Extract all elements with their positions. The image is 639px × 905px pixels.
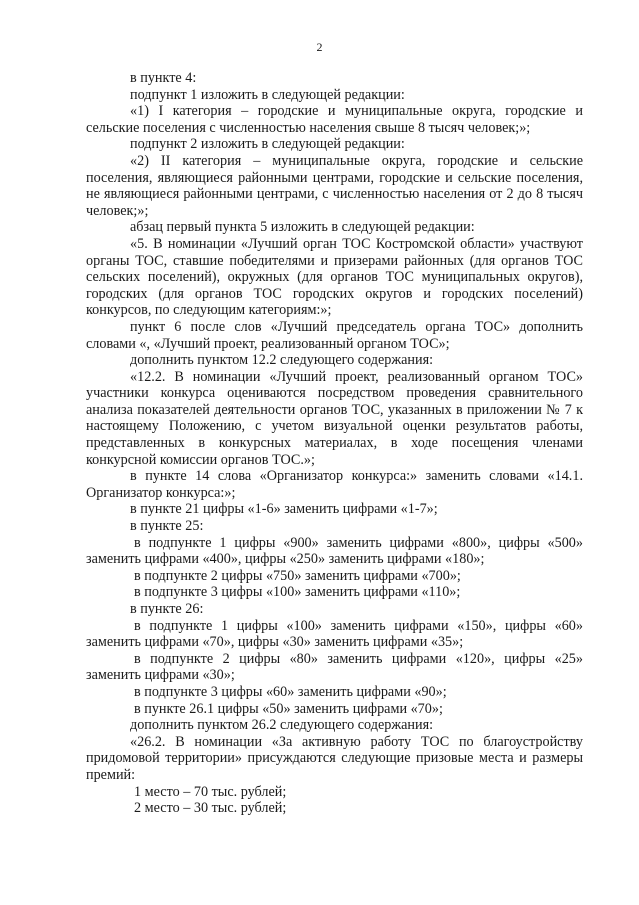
paragraph: дополнить пунктом 12.2 следующего содержания: — [130, 352, 434, 369]
paragraph: «2) II категория – муниципальные округа, городские и сельские поселения, являющиеся районными центрами, городские и сельские поселения, не являющиеся районными центрами, с численностью населения от 2 до 8 тысяч человек;»; — [86, 152, 583, 219]
paragraph: в пункте 26.1 цифры «50» заменить цифрами «70»; — [134, 700, 443, 717]
paragraph: пункт 6 после слов «Лучший председатель органа ТОС» дополнить словами «, «Лучший проект, реализованный органом ТОС»; — [86, 318, 583, 352]
paragraph: в пункте 21 цифры «1-6» заменить цифрами «1-7»; — [130, 501, 438, 518]
paragraph: в подпункте 1 цифры «100» заменить цифрами «150», цифры «60» заменить цифрами «70», цифры «30» заменить цифрами «35»; — [86, 617, 583, 651]
paragraph: подпункт 2 изложить в следующей редакции: — [130, 136, 405, 153]
paragraph: в пункте 4: — [130, 70, 197, 86]
paragraph: в пункте 25: — [130, 518, 204, 535]
page-number: 2 — [316, 40, 323, 54]
document-body — [86, 70, 583, 817]
paragraph: «12.2. В номинации «Лучший проект, реализованный органом ТОС» участники конкурса оцениваются посредством проведения сравнительного анализа показателей деятельности органов ТОС, указанных в приложении № 7 к настоящему Положению, с учетом визуальной оценки результатов работы, представленных в конкурсных материалах, в ходе посещения членами конкурсной комиссии органов ТОС.»; — [86, 368, 583, 468]
paragraph: в подпункте 3 цифры «100» заменить цифрами «110»; — [134, 584, 461, 601]
paragraph: в подпункте 1 цифры «900» заменить цифрами «800», цифры «500» заменить цифрами «400», цифры «250» заменить цифрами «180»; — [86, 534, 583, 568]
paragraph: дополнить пунктом 26.2 следующего содержания: — [130, 717, 434, 734]
paragraph: подпункт 1 изложить в следующей редакции: — [130, 86, 405, 103]
paragraph: абзац первый пункта 5 изложить в следующей редакции: — [130, 219, 475, 236]
paragraph: «5. В номинации «Лучший орган ТОС Костромской области» участвуют органы ТОС, ставшие победителями и призерами районных (для органов ТОС сельских поселений), окружных (для органов ТОС муниципальных округов), городских (для органов ТОС городских округов и городских поселений) конкурсов, по следующим категориям:»; — [86, 235, 583, 319]
paragraph: в пункте 14 слова «Организатор конкурса:» заменить словами «14.1. Организатор конкурса:»; — [86, 468, 583, 501]
paragraph: 1 место – 70 тыс. рублей; — [134, 783, 287, 800]
paragraph: «1) I категория – городские и муниципальные округа, городские и сельские поселения с численностью населения свыше 8 тысяч человек;»; — [86, 103, 583, 136]
paragraph: в пункте 26: — [130, 601, 204, 617]
paragraph: «26.2. В номинации «За активную работу ТОС по благоустройству придомовой территории» присуждаются следующие призовые места и размеры премий: — [86, 733, 583, 783]
paragraph: в подпункте 3 цифры «60» заменить цифрами «90»; — [134, 683, 447, 700]
paragraph: 2 место – 30 тыс. рублей; — [134, 800, 287, 817]
paragraph: в подпункте 2 цифры «80» заменить цифрами «120», цифры «25» заменить цифрами «30»; — [86, 650, 583, 684]
paragraph: в подпункте 2 цифры «750» заменить цифрами «700»; — [134, 567, 461, 584]
